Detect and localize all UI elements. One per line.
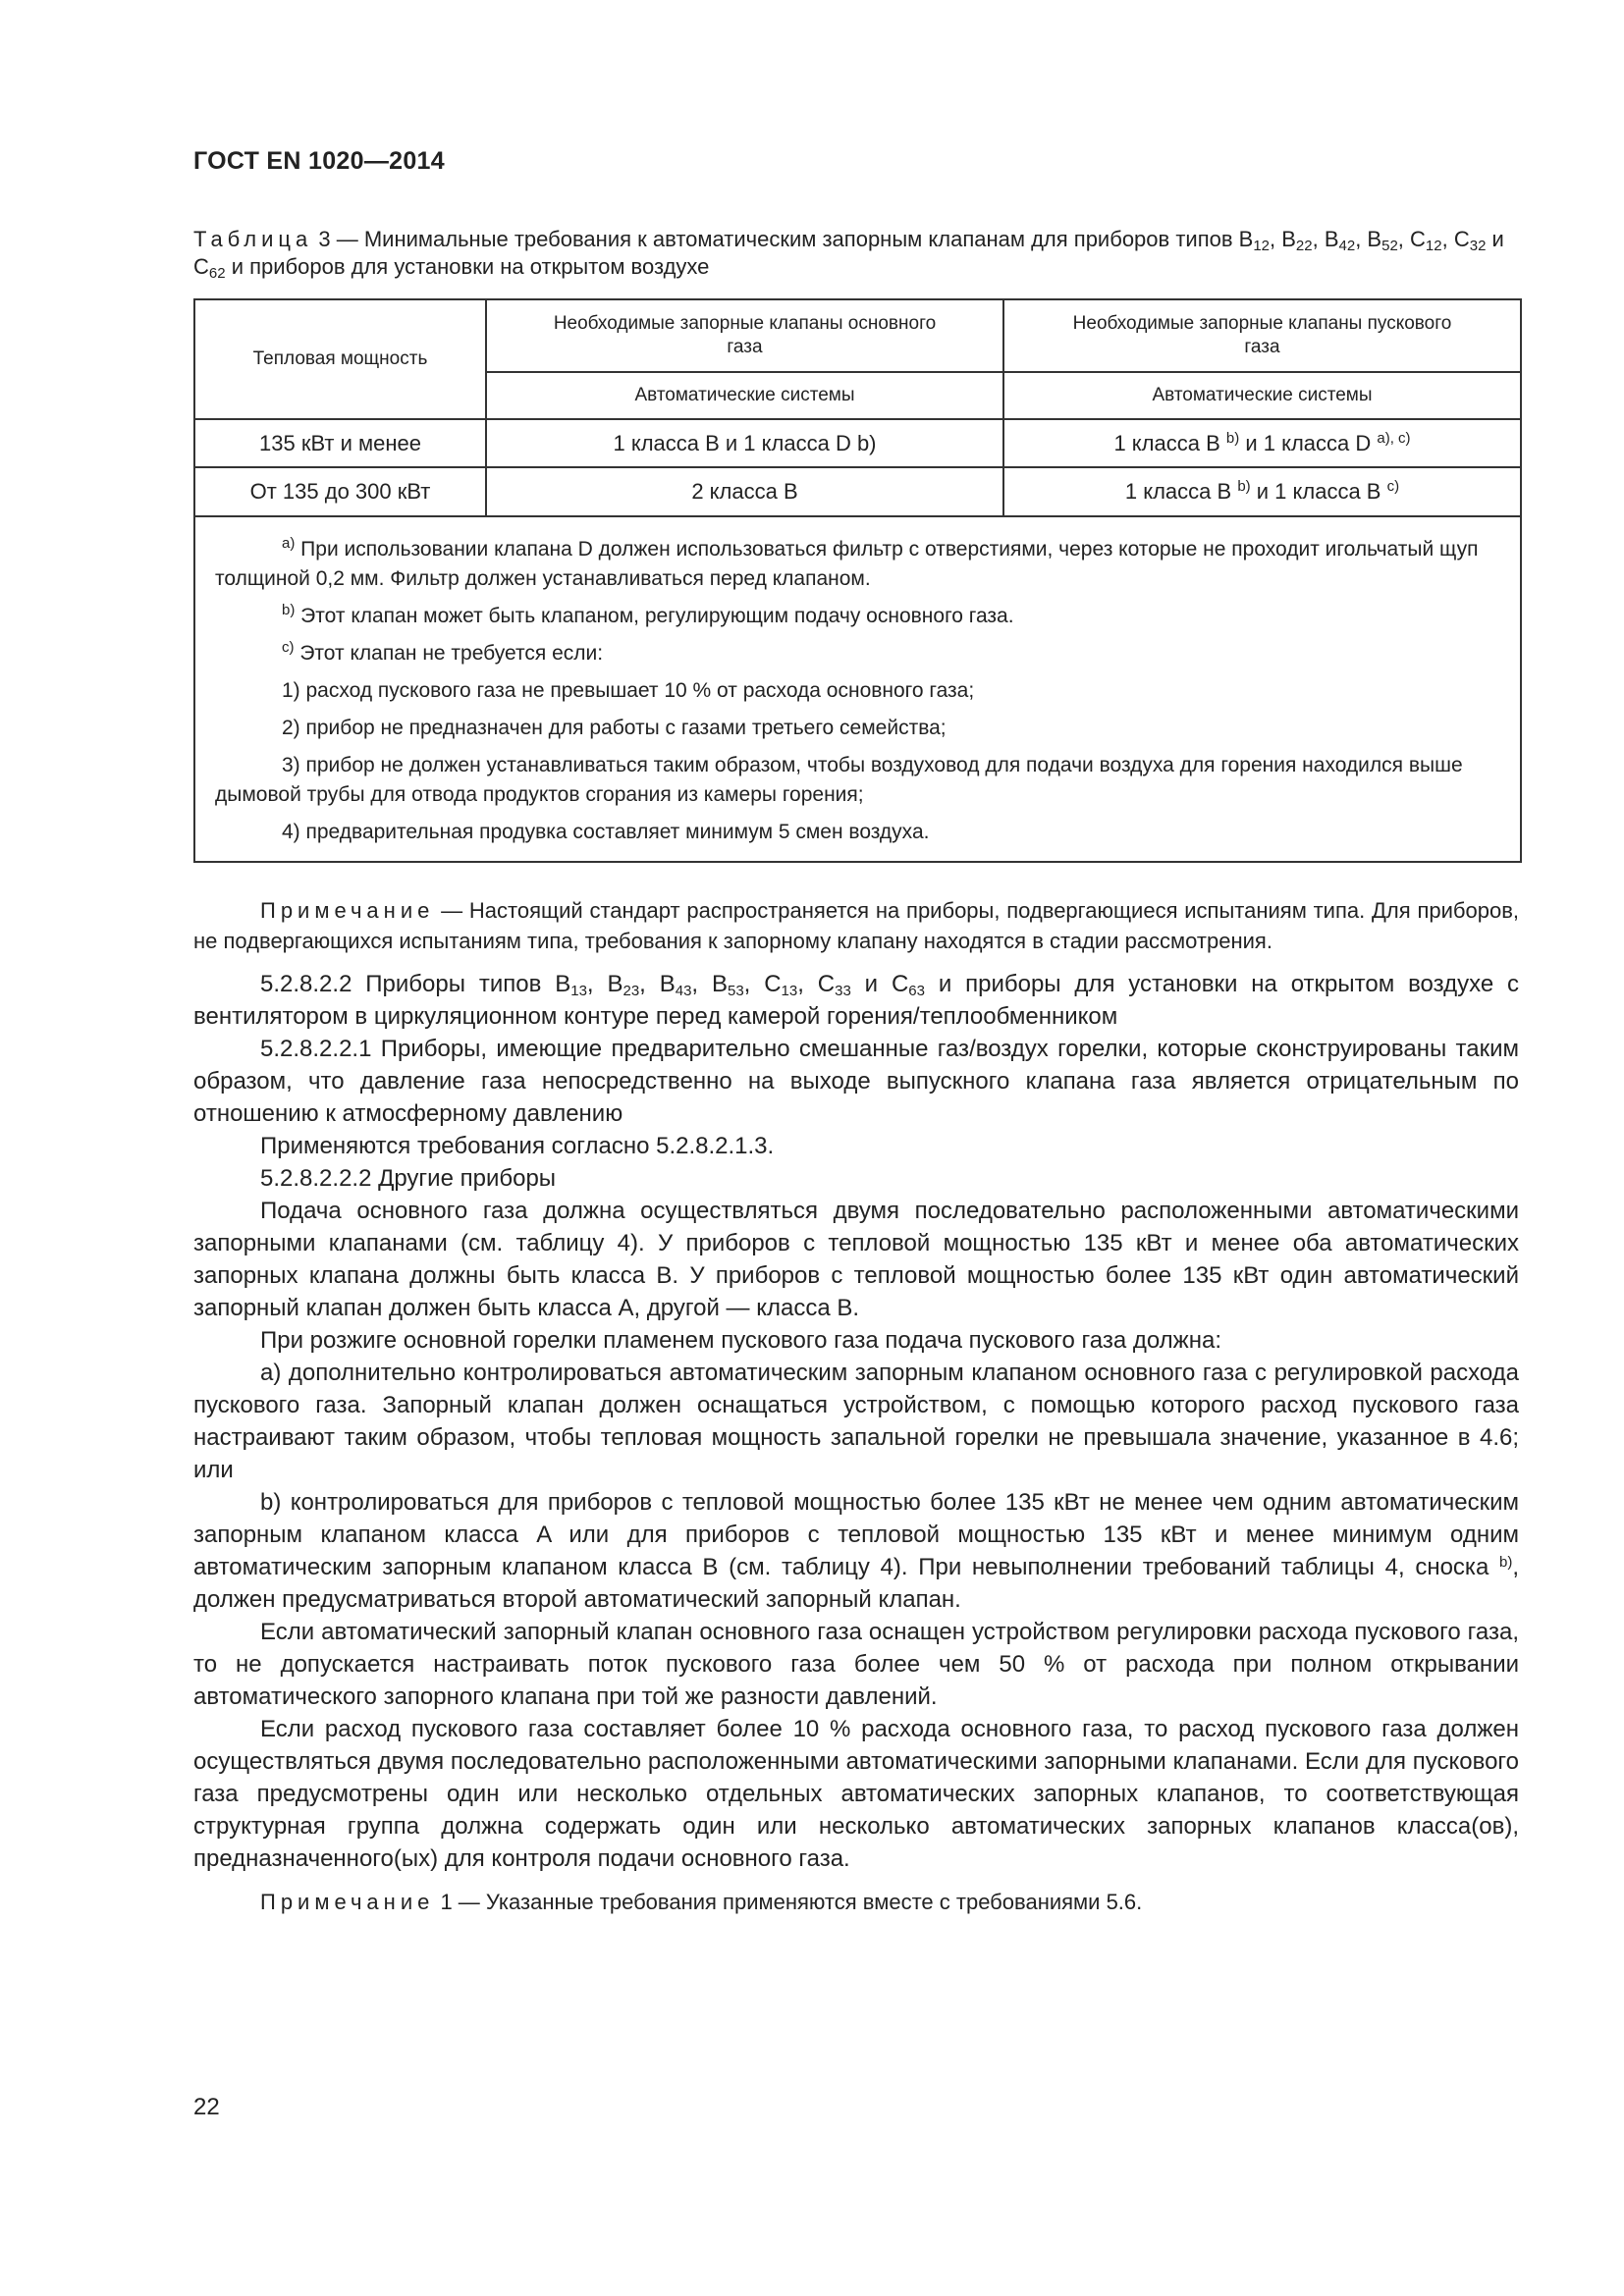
header-power: Тепловая мощность bbox=[194, 299, 486, 419]
paragraph-main-gas: Подача основного газа должна осуществляться двумя последовательно расположенными автоматическими запорными клапанами (см. таблицу 4). У приборов с тепловой мощностью 135 кВт и менее оба автоматических запорных клапана должны быть класса B. У приборов с тепловой мощностью более 135 кВт один автоматический запорный клапан должен быть класса A, другой — класса B. bbox=[193, 1198, 1519, 1321]
footnote-b: $^{b)}$ Этот клапан может быть клапаном, регулирующим подачу основного газа. bbox=[282, 602, 1014, 627]
row2-main: 2 класса B bbox=[486, 467, 1003, 516]
note-1: Примечание — Настоящий стандарт распространяется на приборы, подвергающиеся испытаниям типа. Для приборов, не подвергающихся испытаниям типа, требования к запорному клапану находятся в стадии рассмотрения. bbox=[193, 898, 1519, 953]
header-main-gas: Необходимые запорные клапаны основного газа bbox=[486, 299, 1003, 372]
item-a: a) дополнительно контролироваться автоматическим запорным клапаном основного газа с регулировкой расхода пускового газа. Запорный клапан должен оснащаться устройством, с помощью которого расход пускового газа настраивают таким образом, чтобы тепловая мощность запальной горелки не превышала значение, указанное в 4.6; или bbox=[193, 1360, 1519, 1483]
header-auto-main: Автоматические системы bbox=[486, 372, 1003, 419]
body-text bbox=[193, 895, 1519, 1917]
table-caption: Таблица 3 — Минимальные требования к автоматическим запорным клапанам для приборов типов $B_{12}$, $B_{22}$, $B_{42}$, $B_{52}$, $C_{12}$, $C_{32}$ и $C_{62}$ и приборов для установки на открытом воздухе bbox=[193, 227, 1504, 282]
paragraph-ignition: При розжиге основной горелки пламенем пускового газа подача пускового газа должна: bbox=[260, 1327, 1221, 1354]
footnote-c-item1: 1) расход пускового газа не превышает 10 % от расхода основного газа; bbox=[282, 679, 975, 702]
document-header: ГОСТ EN 1020—2014 bbox=[193, 147, 445, 175]
paragraph-requirements: Применяются требования согласно 5.2.8.2.1.3. bbox=[260, 1133, 775, 1159]
footnote-c-item3: 3) прибор не должен устанавливаться таким образом, чтобы воздуховод для подачи воздуха для горения находился выше дымовой трубы для отвода продуктов сгорания из камеры горения; bbox=[215, 754, 1463, 806]
note-2: Примечание 1 — Указанные требования применяются вместе с требованиями 5.6. bbox=[260, 1890, 1143, 1914]
page-number: 22 bbox=[193, 2094, 220, 2120]
section-5-2-8-2-2-2: 5.2.8.2.2.2 Другие приборы bbox=[260, 1165, 557, 1192]
footnote-a: $^{a)}$ При использовании клапана D должен использоваться фильтр с отверстиями, через которые не проходит игольчатый щуп толщиной 0,2 мм. Фильтр должен устанавливаться перед клапаном. bbox=[215, 535, 1479, 590]
table-footnotes bbox=[194, 516, 1521, 862]
row1-start: 1 класса B $^{b)}$ и 1 класса D $^{a), c)}$ bbox=[1003, 419, 1521, 467]
header-start-gas: Необходимые запорные клапаны пускового газа bbox=[1003, 299, 1521, 372]
paragraph-regulation: Если автоматический запорный клапан основного газа оснащен устройством регулировки расхода пускового газа, то не допускается настраивать поток пускового газа более чем 50 % от расхода при полном открывании автоматического запорного клапана при той же разности давлений. bbox=[193, 1619, 1519, 1710]
section-5-2-8-2-2-1: 5.2.8.2.2.1 Приборы, имеющие предварительно смешанные газ/воздух горелки, которые сконструированы таким образом, что давление газа непосредственно на выходе выпускного клапана газа является отрицательным по отношению к атмосферному давлению bbox=[193, 1036, 1519, 1127]
row2-power: От 135 до 300 кВт bbox=[194, 467, 486, 516]
row1-power: 135 кВт и менее bbox=[194, 419, 486, 467]
valve-requirements-table bbox=[193, 298, 1522, 863]
section-5-2-8-2-2: 5.2.8.2.2 Приборы типов $B_{13}$, $B_{23}$, $B_{43}$, $B_{53}$, $C_{13}$, $C_{33}$ и $C_{63}$ и приборы для установки на открытом воздухе с вентилятором в циркуляционном контуре перед камерой горения/теплообменником bbox=[193, 971, 1520, 1030]
footnote-c-item2: 2) прибор не предназначен для работы с газами третьего семейства; bbox=[282, 717, 947, 739]
row1-main: 1 класса B и 1 класса D b) bbox=[486, 419, 1003, 467]
item-b: b) контролироваться для приборов с тепловой мощностью более 135 кВт не менее чем одним автоматическим запорным клапаном класса A или для приборов с тепловой мощностью 135 кВт и менее минимум одним автоматическим запорным клапаном класса B (см. таблицу 4). При невыполнении требований таблицы 4, сноска $^{b)}$, должен предусматриваться второй автоматический запорный клапан. bbox=[193, 1489, 1519, 1613]
row2-start: 1 класса B $^{b)}$ и 1 класса B $^{c)}$ bbox=[1003, 467, 1521, 516]
footnote-c-item4: 4) предварительная продувка составляет минимум 5 смен воздуха. bbox=[282, 821, 930, 843]
caption-label: Таблица bbox=[193, 227, 313, 251]
header-auto-start: Автоматические системы bbox=[1003, 372, 1521, 419]
footnote-c: $^{c)}$ Этот клапан не требуется если: bbox=[282, 639, 604, 665]
paragraph-start-gas: Если расход пускового газа составляет более 10 % расхода основного газа, то расход пускового газа должен осуществляться двумя последовательно расположенными автоматическими запорными клапанами. Если для пускового газа предусмотрены один или несколько отдельных автоматических запорных клапанов, то соответствующая структурная группа должна содержать один или несколько автоматических запорных клапанов класса(ов), предназначенного(ых) для контроля подачи основного газа. bbox=[193, 1716, 1519, 1872]
